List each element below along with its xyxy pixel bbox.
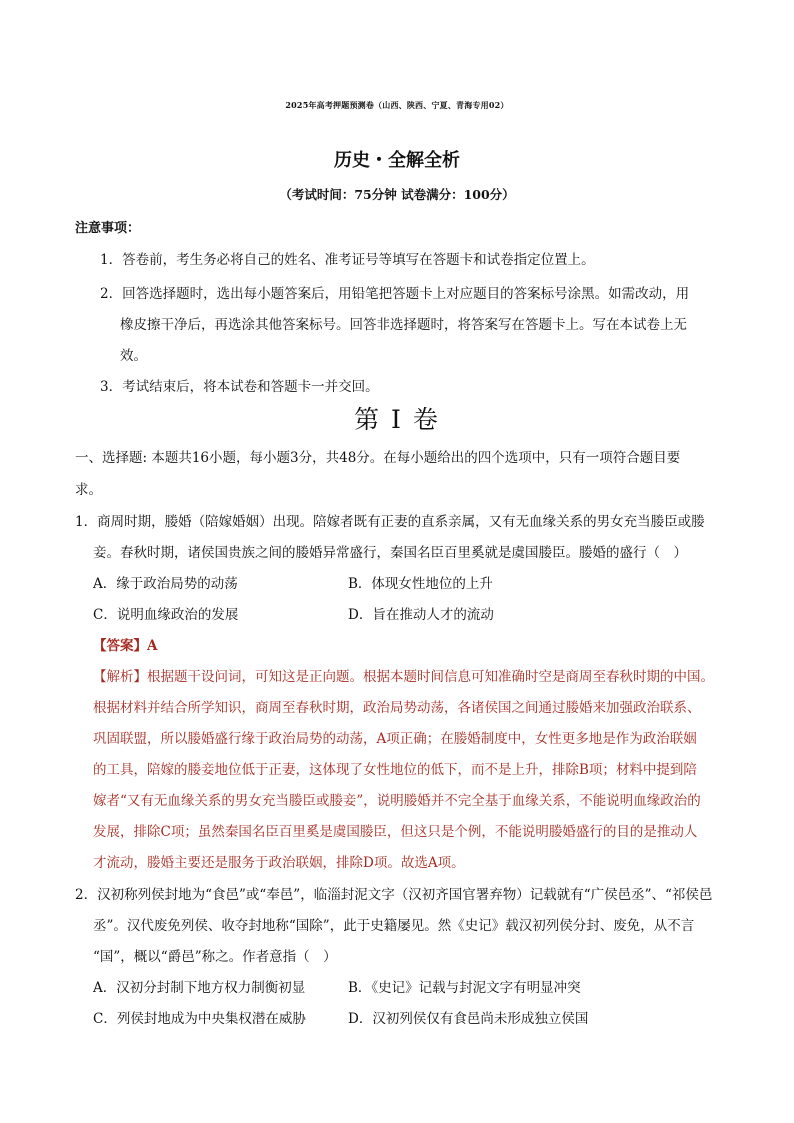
part-intro-line: 求。 [75,482,102,498]
option-b: B．《史记》记载与封泥文字有明显冲突 [348,980,581,996]
analysis-line: 【解析】根据题干设问词，可知这是正向题。根据本题时间信息可知准确时空是商周至春秋时期的中国。 [93,669,714,685]
answer-value: A [147,638,158,654]
option-a: A．汉初分封制下地方权力制衡初显 [93,980,306,996]
option-a: A．缘于政治局势的动荡 [93,576,238,592]
option-d: D．旨在推动人才的流动 [348,607,494,623]
document-title: 2025年高考押题预测卷（山西、陕西、宁夏、青海专用02） [285,100,509,110]
analysis-line: 根据材料并结合所学知识，商周至春秋时期，政治局势动荡，各诸侯国之间通过媵婚来加强政治联系、 [93,700,701,716]
option-c: C．列侯封地成为中央集权潜在威胁 [93,1011,306,1027]
section-title: 第 I 卷 [354,405,440,434]
question-stem-line: 丞”。汉代废免列侯、收夺封地称“国除”，此于史籍屡见。然《史记》载汉初列侯分封、废免，从不言 [93,918,695,934]
question-stem-line: “国”，概以“爵邑”称之。作者意指（ ） [93,949,337,965]
notice-line: 3．考试结束后，将本试卷和答题卡一并交回。 [100,379,379,395]
question-stem-line: 1．商周时期，媵婚（陪嫁婚姻）出现。陪嫁者既有正妻的直系亲属，又有无血缘关系的男女充当媵臣或媵 [75,514,705,530]
analysis-line: 才流动，媵婚主要还是服务于政治联姻，排除D项。故选A项。 [93,855,465,871]
notice-heading: 注意事项： [75,221,141,236]
notice-line: 效。 [120,348,147,364]
question-stem-line: 2．汉初称列侯封地为“食邑”或“奉邑”，临淄封泥文字（汉初齐国官署弃物）记载就有“广侯邑丞”、“祁侯邑 [75,887,713,903]
option-d: D．汉初列侯仅有食邑尚未形成独立侯国 [348,1011,589,1027]
question-stem-line: 妾。春秋时期，诸侯国贵族之间的媵婚异常盛行，秦国名臣百里奚就是虞国媵臣。媵婚的盛行（ ） [93,545,687,561]
analysis-line: 的工具，陪嫁的媵妾地位低于正妻，这体现了女性地位的低下，而不是上升，排除B项；材料中提到陪 [93,762,697,778]
answer-line [93,634,157,654]
part-intro-line: 一、选择题: 本题共16小题，每小题3分，共48分。在每小题给出的四个选项中，只有一项符合题目要 [75,450,681,466]
analysis-line: 嫁者“又有无血缘关系的男女充当媵臣或媵妾”，说明媵婚并不完全基于血缘关系，不能说明血缘政治的 [93,793,701,809]
analysis-line: 巩固联盟，所以媵婚盛行缘于政治局势的动荡，A项正确；在媵婚制度中，女性更多地是作为政治联姻 [93,731,697,747]
answer-label: 【答案】 [93,638,147,654]
option-b: B．体现女性地位的上升 [348,576,493,592]
notice-line: 橡皮擦干净后，再选涂其他答案标号。回答非选择题时，将答案写在答题卡上。写在本试卷上无 [120,317,687,333]
notice-line: 2．回答选择题时，选出每小题答案后，用铅笔把答题卡上对应题目的答案标号涂黑。如需改动，用 [100,286,690,302]
exam-info: （考试时间：75分钟 试卷满分：100分） [279,187,515,202]
notice-line: 1．答卷前，考生务必将自己的姓名、准考证号等填写在答题卡和试卷指定位置上。 [100,252,595,268]
analysis-line: 发展，排除C项；虽然秦国名臣百里奚是虞国媵臣，但这只是个例，不能说明媵婚盛行的目的是推动人 [93,824,698,840]
document-subtitle: 历史・全解全析 [334,150,460,171]
option-c: C．说明血缘政治的发展 [93,607,239,623]
